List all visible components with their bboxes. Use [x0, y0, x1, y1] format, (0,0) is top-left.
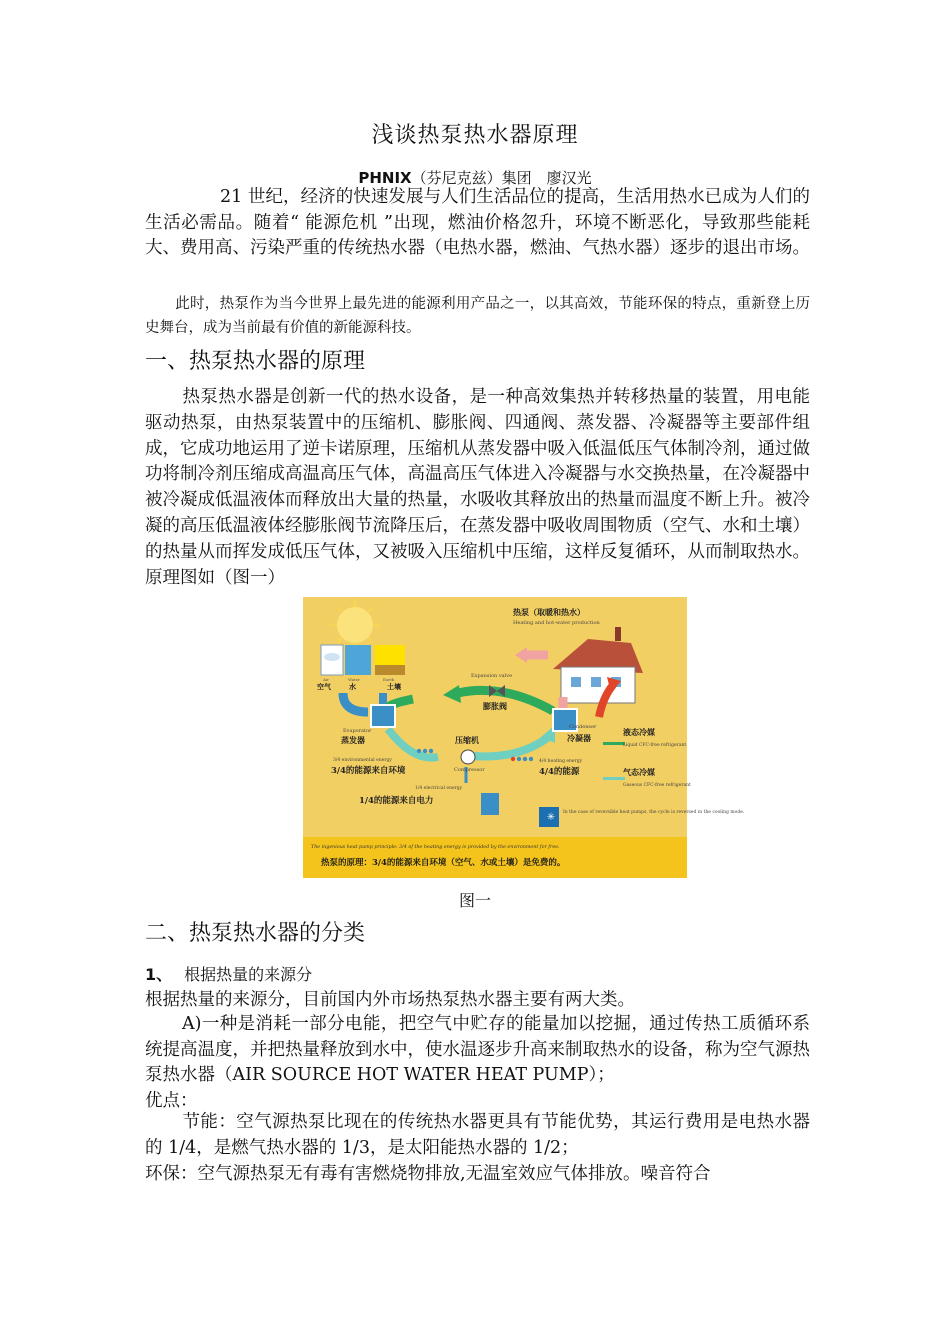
air-label: 空气: [317, 682, 331, 691]
heat-pump-diagram: [303, 597, 745, 878]
reverse-mode-glyph: ✳: [546, 812, 556, 823]
section-1-heading: 一、热泵热水器的原理: [145, 349, 366, 374]
banner-text-cn: 热泵的原理：3/4的能源来自环境（空气、水或土壤）是免费的。: [321, 858, 566, 868]
diagram-title-en: Heating and hot-water production: [513, 620, 600, 626]
section-2-paragraph-1-text: 根据热量的来源分，目前国内外市场热泵热水器主要有两大类。: [145, 990, 635, 1010]
evaporator-label: 蒸发器: [341, 735, 365, 745]
air-label-en: Air: [323, 677, 330, 682]
section-2-paragraph-2-text: A)一种是消耗一部分电能，把空气中贮存的能量加以挖掘，通过传热工质循环系统提高温度，并把热量释放到水中，使水温逐步升高来制取热水的设备，称为空气源热泵热水器（AIR SOURCE HOT WATER HEAT PUMP）；: [145, 1014, 810, 1086]
expansion-valve-label-en: Expansion valve: [471, 673, 513, 679]
heating-energy-label: 4/4的能源: [539, 767, 580, 777]
banner-text-en: The ingenious heat pump principle: 3/4 of the heating energy is provided by the environment for free.: [311, 845, 560, 850]
section-2-paragraph-environment: [145, 1160, 810, 1185]
section-2-paragraph-energy: [145, 1110, 810, 1161]
section-2-paragraph-energy-text: 节能：空气源热泵比现在的传统热水器更具有节能优势，其运行费用是电热水器的 1/4，是燃气热水器的 1/3，是太阳能热水器的 1/2；: [145, 1112, 810, 1158]
condenser-label: 冷凝器: [567, 733, 591, 743]
earth-soil: [375, 665, 405, 675]
liquid-refrigerant-legend-swatch: [603, 742, 625, 745]
environment-energy-label-en: 3/4 environmental energy: [333, 758, 392, 763]
author-name: （芬尼克兹）集团 廖汉光: [411, 169, 592, 187]
section-1-paragraph: [145, 385, 810, 591]
document-title: 浅谈热泵热水器原理: [371, 123, 579, 148]
liquid-refrigerant-label-en: Liquid CFC-free refrigerant: [623, 743, 687, 748]
subsection-1-heading: [145, 962, 312, 985]
compressor-icon: [461, 750, 475, 764]
gas-refrigerant-legend-swatch: [603, 777, 625, 780]
diagram-title-cn: 热泵（取暖和热水）: [513, 607, 585, 617]
electrical-energy-label-en: 1/4 electrical energy: [415, 786, 463, 791]
section-1-paragraph-text: 热泵热水器是创新一代的热水设备，是一种高效集热并转移热量的装置，用电能驱动热泵，由热泵装置中的压缩机、膨胀阀、四通阀、蒸发器、冷凝器等主要部件组成，它成功地运用了逆卡诺原理，压缩机从蒸发器中吸入低温低压气体制冷剂，通过做功将制冷剂压缩成高温高压气体，高温高压气体进入冷凝器与水交换热量，在冷凝器中被冷凝成低温液体而释放出大量的热量，水吸收其释放出的热量而温度不断上升。被冷凝的高压低温液体经膨胀阀节流降压后，在蒸发器中吸收周围物质（空气、水和土壤）的热量从而挥发成低压气体，又被吸入压缩机中压缩，这样反复循环，从而制取热水。原理图如（图一）: [145, 387, 810, 588]
gas-refrigerant-label: 气态冷媒: [623, 767, 655, 777]
subsection-1-number: 1、: [145, 965, 173, 984]
section-2-paragraph-1: [145, 986, 810, 1011]
section-2-paragraph-2: [145, 1012, 810, 1089]
water-label: 水: [349, 682, 356, 691]
author-company: PHNIX: [358, 169, 412, 187]
expansion-valve-label: 膨胀阀: [483, 701, 507, 711]
water-tile: [345, 645, 371, 675]
intro-paragraph-1-text: 21 世纪，经济的快速发展与人们生活品位的提高，生活用热水已成为人们的生活必需品。随着“ 能源危机 ”出现，燃油价格忽升，环境不断恶化，导致那些能耗大、费用高、污染严重的传统热水器（电热水器，燃油、气热水器）逐步的退出市场。: [145, 187, 810, 259]
cloud-icon: [324, 653, 340, 661]
earth-label-en: Earth: [383, 677, 395, 682]
energy-dots-left: [417, 749, 433, 753]
heating-energy-label-en: 4/4 heating energy: [539, 759, 583, 764]
reverse-mode-note: [563, 809, 745, 815]
advantages-label-text: 优点：: [145, 1091, 198, 1111]
section-2-heading: 二、热泵热水器的分类: [145, 921, 366, 946]
figure-caption: 图一: [458, 891, 491, 910]
earth-label: 土壤: [387, 682, 401, 691]
condenser-label-en: Condenser: [569, 724, 597, 730]
gas-refrigerant-label-en: Gaseous CFC-free refrigerant: [623, 783, 691, 788]
electrical-energy-label: 1/4的能源来自电力: [359, 796, 434, 806]
water-label-en: Water: [348, 677, 361, 682]
compressor-label: 压缩机: [455, 735, 479, 745]
environment-energy-label: 3/4的能源来自环境: [331, 766, 406, 776]
intro-paragraph-2: [145, 292, 810, 340]
reverse-mode-note-text: In the case of reversible heat pumps, the cycle is reversed in the cooling mode.: [563, 810, 745, 815]
electric-icon: [481, 793, 499, 815]
intro-paragraph-2-text: 此时，热泵作为当今世界上最先进的能源利用产品之一，以其高效，节能环保的特点，重新登上历史舞台，成为当前最有价值的新能源科技。: [145, 296, 810, 336]
compressor-label-en: Compressor: [454, 767, 485, 773]
liquid-refrigerant-label: 液态冷媒: [623, 727, 655, 737]
advantages-label: [145, 1087, 810, 1112]
evaporator-label-en: Evaporator: [343, 728, 372, 734]
subsection-1-title: 根据热量的来源分: [184, 965, 313, 984]
evaporator-icon: [371, 705, 395, 727]
section-2-paragraph-environment-text: 环保：空气源热泵无有毒有害燃烧物排放,无温室效应气体排放。噪音符合: [145, 1164, 711, 1184]
intro-paragraph-1: [145, 185, 810, 262]
